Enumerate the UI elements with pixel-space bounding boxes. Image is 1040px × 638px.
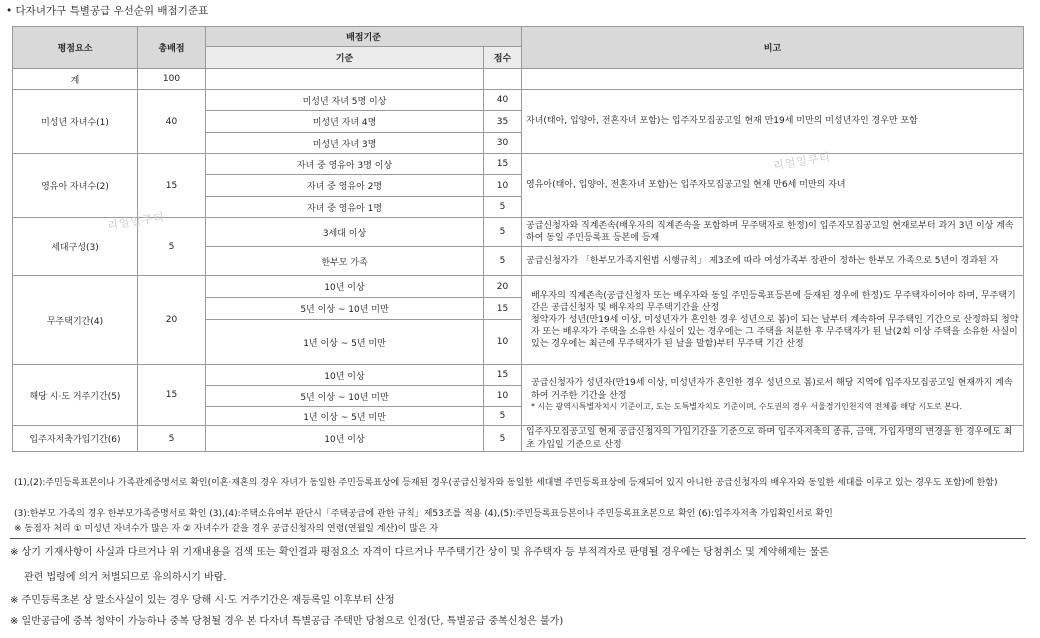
- savings-basis: 10년 이상: [206, 426, 484, 452]
- minor-basis: 미성년 자녀 3명: [206, 133, 484, 154]
- notice: ※ 일반공급에 중복 청약이 가능하나 중복 당첨될 경우 본 다자녀 특별공급 주택만 당첨으로 인정(단, 특별공급 중복신청은 불가): [10, 616, 564, 627]
- header-basis: 기준: [206, 47, 484, 69]
- header-remarks: 비고: [522, 27, 1024, 69]
- residence-total: 15: [138, 365, 206, 426]
- household-basis: 한부모 가족: [206, 247, 484, 276]
- total-value: 100: [138, 69, 206, 90]
- minor-note: 자녀(태아, 입양아, 전혼자녀 포함)는 입주자모집공고일 현재 만19세 미만의 미성년자인 경우만 포함: [522, 90, 1024, 154]
- infant-total: 15: [138, 154, 206, 218]
- homeless-basis: 10년 이상: [206, 276, 484, 298]
- watermark: 리얼밀쿠티: [106, 210, 166, 233]
- homeless-note-1: 배우자의 직계존속(공급신청자 또는 배우자와 동일 주민등록표등본에 등재된 경우에 한정)도 무주택자이어야 하며, 무주택기간은 공급신청자 및 배우자의 무주택기간을 산정: [531, 290, 1016, 313]
- watermark: 리얼밀쿠티: [772, 150, 832, 173]
- infant-basis: 자녀 중 영유아 3명 이상: [206, 154, 484, 175]
- residence-basis: 10년 이상: [206, 365, 484, 386]
- notice: ※ 주민등록초본 상 말소사실이 있는 경우 당해 시·도 거주기간은 재등록일 이후부터 산정: [10, 595, 395, 606]
- minor-score: 35: [484, 111, 522, 133]
- residence-basis: 1년 이상 ~ 5년 미만: [206, 407, 484, 426]
- homeless-note: [522, 276, 1024, 365]
- table-row: [13, 69, 1024, 90]
- infant-note: 영유아(태아, 입양아, 전혼자녀 포함)는 입주자모집공고일 현재 만6세 미만의 자녀: [522, 154, 1024, 218]
- minor-basis: 미성년 자녀 4명: [206, 111, 484, 133]
- table-row: [13, 154, 1024, 175]
- page-title: • 다자녀가구 특별공급 우선순위 배점기준표: [6, 5, 209, 17]
- savings-score: 5: [484, 426, 522, 452]
- footnote: (3):한부모 가족의 경우 한부모가족증명서로 확인 (3),(4):주택소유여부 판단시「주택공급에 관한 규칙」제53조를 적용 (4),(5):주민등록표등본이나 주민등록표초본으로 확인 (6):입주자저축 가입확인서로 확인: [14, 509, 833, 519]
- infant-label: 영유아 자녀수(2): [13, 154, 138, 218]
- minor-score: 40: [484, 90, 522, 111]
- residence-note: [522, 365, 1024, 426]
- homeless-score: 20: [484, 276, 522, 298]
- header-factor: 평점요소: [13, 27, 138, 69]
- savings-label: 입주자저축가입기간(6): [13, 426, 138, 452]
- table-row: [13, 276, 1024, 298]
- residence-score: 5: [484, 407, 522, 426]
- minor-label: 미성년 자녀수(1): [13, 90, 138, 154]
- footnote: ※ 동점자 처리 ① 미성년 자녀수가 많은 자 ② 자녀수가 같을 경우 공급신청자의 연령(연월일 계산)이 많은 자: [14, 524, 439, 534]
- household-label: 세대구성(3): [13, 218, 138, 276]
- household-total: 5: [138, 218, 206, 276]
- household-score: 5: [484, 247, 522, 276]
- total-label: 계: [13, 69, 138, 90]
- household-basis: 3세대 이상: [206, 218, 484, 247]
- header-total: 총배점: [138, 27, 206, 69]
- homeless-score: 15: [484, 298, 522, 320]
- header-criteria: 배점기준: [206, 27, 522, 47]
- homeless-note-2: 청약자가 성년(만19세 이상, 미성년자가 혼인한 경우 성년으로 봄)이 되는 날부터 계속하여 무주택인 기간으로 산정하되 청약자 또는 배우자가 주택을 소유한 사실이 있는 경우에는 그 주택을 처분한 후 무주택자가 된 날(2회 이상 주택을 소유한 사실이 있는 경우에는 최근에 무주택자가 된 날을 말함)부터 무주택 기간 산정: [531, 314, 1019, 350]
- table-row: [13, 365, 1024, 386]
- notice: 관련 법령에 의거 처벌되므로 유의하시기 바람.: [24, 572, 227, 583]
- minor-score: 30: [484, 133, 522, 154]
- residence-score: 10: [484, 386, 522, 407]
- table-row: [13, 426, 1024, 452]
- household-score: 5: [484, 218, 522, 247]
- notice: ※ 상기 기재사항이 사실과 다르거나 위 기재내용을 검색 또는 확인결과 평점요소 자격이 다르거나 무주택기간 상이 및 유주택자 등 부적격자로 판명될 경우에는 당첨취소 및 계약해제는 물론: [10, 547, 829, 558]
- homeless-total: 20: [138, 276, 206, 365]
- household-note: 공급신청자가 「한부모가족지원법 시행규칙」 제3조에 따라 여성가족부 장관이 정하는 한부모 가족으로 5년이 경과된 자: [522, 247, 1024, 276]
- score-table: [12, 26, 1024, 452]
- divider: [10, 538, 1026, 539]
- residence-basis: 5년 이상 ~ 10년 미만: [206, 386, 484, 407]
- infant-basis: 자녀 중 영유아 1명: [206, 197, 484, 218]
- residence-score: 15: [484, 365, 522, 386]
- homeless-score: 10: [484, 320, 522, 365]
- minor-total: 40: [138, 90, 206, 154]
- residence-note-2: * 시는 광역시특별자치시 기준이고, 도는 도특별자치도 기준이며, 수도권의 경우 서울경기인천지역 전체를 해당 시도로 본다.: [531, 401, 963, 411]
- footnote: (1),(2):주민등록표본이나 가족관계증명서로 확인(이혼·재혼의 경우 자녀가 동일한 주민등록표상에 등재된 경우(공급신청자와 동일한 세대별 주민등록표상에 등재되어 있지 아니한 공급신청자의 배우자와 동일한 세대를 이루고 있는 경우도 포함)에 한함): [14, 478, 998, 488]
- minor-basis: 미성년 자녀 5명 이상: [206, 90, 484, 111]
- header-score: 점수: [484, 47, 522, 69]
- infant-score: 10: [484, 175, 522, 197]
- homeless-basis: 1년 이상 ~ 5년 미만: [206, 320, 484, 365]
- savings-total: 5: [138, 426, 206, 452]
- homeless-label: 무주택기간(4): [13, 276, 138, 365]
- residence-note-1: 공급신청자가 성년자(만19세 이상, 미성년자가 혼인한 경우 성년으로 봄)로서 해당 지역에 입주자모집공고일 현재까지 계속하여 거주한 기간을 산정: [531, 378, 1013, 401]
- homeless-basis: 5년 이상 ~ 10년 미만: [206, 298, 484, 320]
- residence-label: 해당 시·도 거주기간(5): [13, 365, 138, 426]
- infant-score: 5: [484, 197, 522, 218]
- table-row: [13, 90, 1024, 111]
- infant-score: 15: [484, 154, 522, 175]
- infant-basis: 자녀 중 영유아 2명: [206, 175, 484, 197]
- savings-note: 입주자모집공고일 현재 공급신청자의 가입기간을 기준으로 하며 입주자저축의 종류, 금액, 가입자명의 변경을 한 경우에도 최초 가입일 기준으로 산정: [522, 426, 1024, 452]
- household-note: 공급신청자와 직계존속(배우자의 직계존속을 포함하며 무주택자로 한정)이 입주자모집공고일 현재로부터 과거 3년 이상 계속하여 동일 주민등록표 등본에 등재: [522, 218, 1024, 247]
